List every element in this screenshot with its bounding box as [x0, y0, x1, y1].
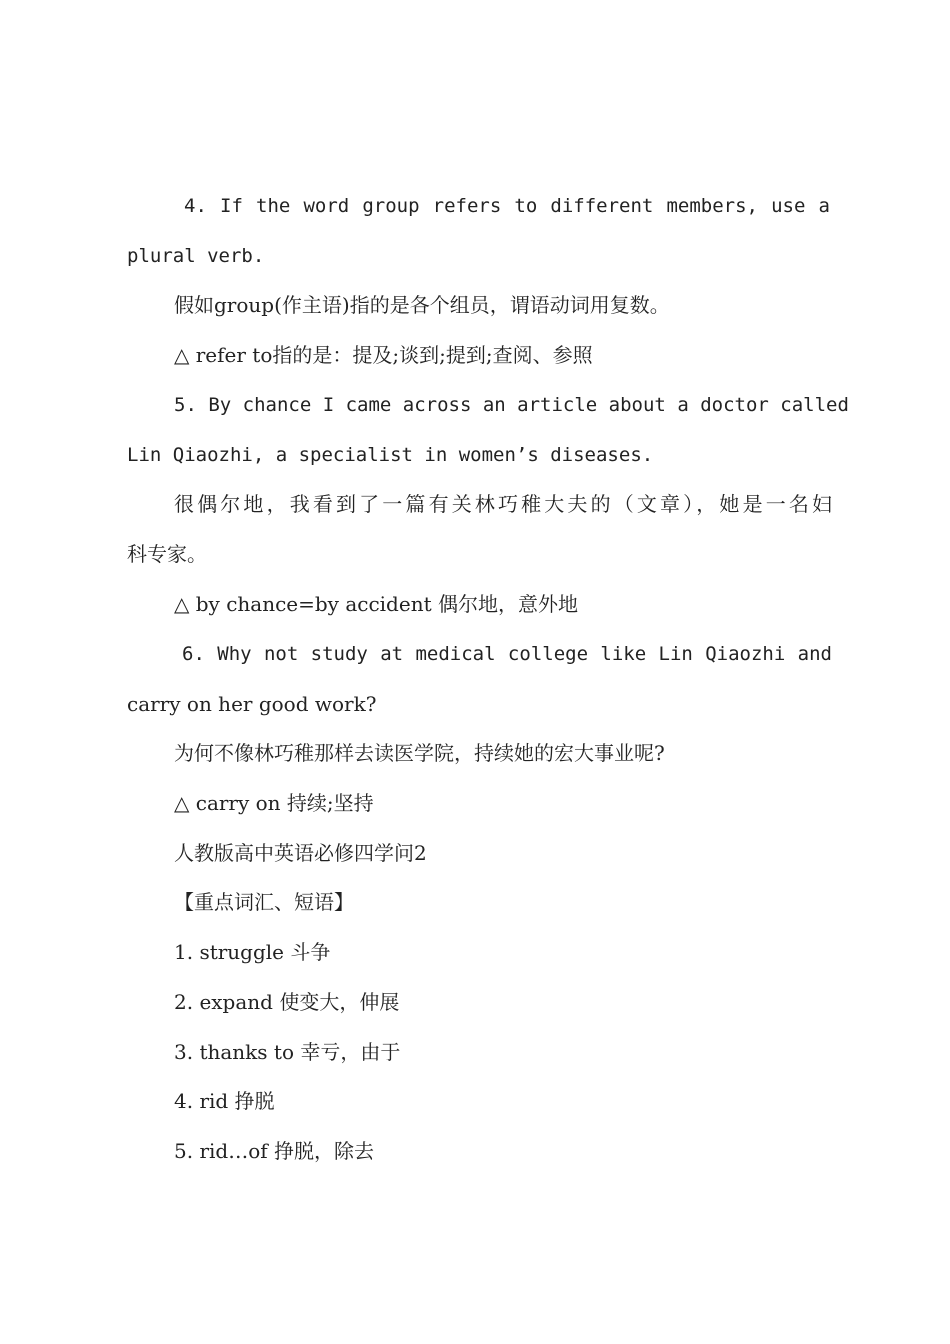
paragraph-4-line-2: plural verb.: [127, 245, 265, 267]
section-heading-vocabulary: 【重点词汇、短语】: [174, 890, 354, 914]
paragraph-6-line-1: 6. Why not study at medical college like Lin Qiaozhi and: [182, 643, 832, 665]
vocab-item-2: 2. expand 使变大，伸展: [174, 990, 400, 1014]
vocab-item-5: 5. rid…of 挣脱，除去: [174, 1139, 374, 1163]
paragraph-5-translation-line-1: 很偶尔地，我看到了一篇有关林巧稚大夫的（文章），她是一名妇: [174, 492, 832, 516]
paragraph-4-translation: 假如group(作主语)指的是各个组员，谓语动词用复数。: [174, 293, 670, 317]
paragraph-5-line-2: Lin Qiaozhi, a specialist in women’s diseases.: [127, 444, 654, 466]
vocab-item-4: 4. rid 挣脱: [174, 1089, 275, 1113]
paragraph-5-translation-line-2: 科专家。: [127, 542, 207, 566]
note-carry-on: △ carry on 持续;坚持: [174, 791, 374, 815]
note-refer-to: △ refer to指的是：提及;谈到;提到;查阅、参照: [174, 343, 593, 367]
vocab-item-1: 1. struggle 斗争: [174, 940, 331, 964]
paragraph-4-line-1: 4. If the word group refers to different members, use a: [184, 195, 830, 217]
paragraph-6-translation: 为何不像林巧稚那样去读医学院，持续她的宏大事业呢?: [174, 741, 665, 765]
section-title: 人教版高中英语必修四学问2: [174, 841, 427, 865]
vocab-item-3: 3. thanks to 幸亏，由于: [174, 1040, 401, 1064]
note-by-chance: △ by chance=by accident 偶尔地，意外地: [174, 592, 578, 616]
paragraph-5-line-1: 5. By chance I came across an article about a doctor called: [174, 394, 849, 416]
paragraph-6-line-2: carry on her good work?: [127, 692, 377, 716]
